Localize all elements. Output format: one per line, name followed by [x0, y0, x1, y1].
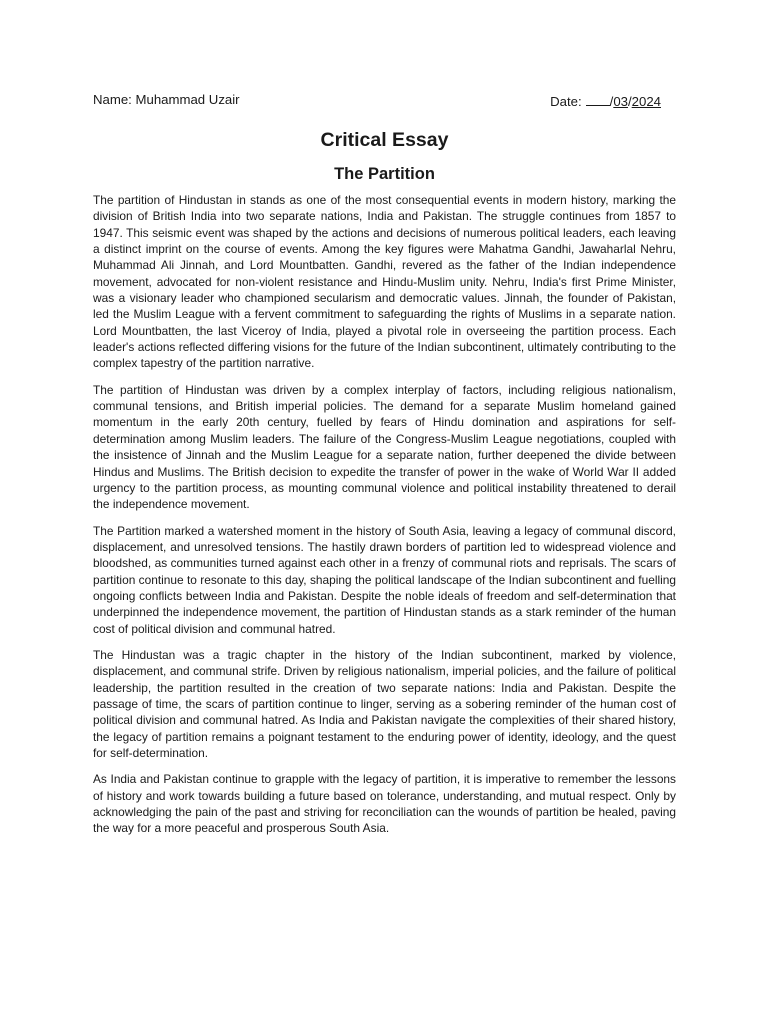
date-separator: / — [627, 94, 632, 109]
essay-paragraph: The partition of Hindustan was driven by a complex interplay of factors, including religious nationalism, communal tensions, and British imperial policies. The demand for a separate Muslim homeland gained momentum in the early 20th century, fuelled by fears of Hindu domination and aspirations for self-determination among Muslim leaders. The failure of the Congress-Muslim League negotiations, coupled with the insistence of Jinnah and the Muslim League for a separate nation, further deepened the divide between Hindus and Muslims. The British decision to expedite the transfer of power in the wake of World War II added urgency to the partition process, as mounting communal violence and political instability threatened to derail the independence movement. — [93, 382, 676, 512]
document-page — [93, 90, 676, 847]
date-separator: / — [609, 94, 614, 109]
date-label: Date: — [550, 94, 582, 109]
date-month: 03 — [613, 94, 628, 109]
essay-paragraph: The Partition marked a watershed moment in the history of South Asia, leaving a legacy of communal discord, displacement, and unresolved tensions. The hastily drawn borders of partition led to widespread violence and bloodshed, as communities turned against each other in a frenzy of communal riots and reprisals. The scars of partition continue to resonate to this day, shaping the political landscape of the Indian subcontinent and fuelling ongoing conflicts between India and Pakistan. Despite the noble ideals of freedom and self-determination that underpinned the independence movement, the partition of Hindustan stands as a stark reminder of the human cost of political division and communal hatred. — [93, 523, 676, 636]
date-field — [550, 90, 661, 112]
essay-paragraph: The Hindustan was a tragic chapter in the history of the Indian subcontinent, marked by violence, displacement, and communal strife. Driven by religious nationalism, imperial policies, and the failure of political leadership, the partition resulted in the creation of two separate nations: India and Pakistan. Despite the passage of time, the scars of partition continue to linger, serving as a sobering reminder of the human cost of political division and communal hatred. As India and Pakistan navigate the complexities of their shared history, the legacy of partition remains a poignant testament to the enduring power of identity, ideology, and the quest for self-determination. — [93, 647, 676, 760]
document-header — [93, 90, 676, 110]
date-year: 2024 — [631, 94, 661, 109]
student-name: Name: Muhammad Uzair — [93, 92, 240, 107]
essay-body — [93, 192, 676, 837]
essay-subtitle: The Partition — [334, 165, 435, 183]
essay-title: Critical Essay — [320, 129, 449, 151]
essay-paragraph: As India and Pakistan continue to grapple with the legacy of partition, it is imperative to remember the lessons of history and work towards building a future based on tolerance, understanding, and mutual respect. Only by acknowledging the pain of the past and striving for reconciliation can the wounds of partition be healed, paving the way for a more peaceful and prosperous South Asia. — [93, 772, 676, 836]
date-day-blank — [586, 90, 610, 106]
essay-paragraph: The partition of Hindustan in stands as one of the most consequential events in modern history, marking the division of British India into two separate nations, India and Pakistan. The struggle continues from 1857 to 1947. This seismic event was shaped by the actions and decisions of numerous political leaders, each leaving a distinct imprint on the course of events. Among the key figures were Mahatma Gandhi, Jawaharlal Nehru, Muhammad Ali Jinnah, and Lord Mountbatten. Gandhi, revered as the father of the Indian independence movement, advocated for non-violent resistance and Hindu-Muslim unity. Nehru, India's first Prime Minister, was a visionary leader who championed secularism and democratic values. Jinnah, the founder of Pakistan, led the Muslim League with a fervent commitment to safeguarding the rights of Muslims in a separate nation. Lord Mountbatten, the last Viceroy of India, played a pivotal role in overseeing the partition process. Each leader's actions reflected differing visions for the future of the Indian subcontinent, ultimately contributing to the complex tapestry of the partition narrative. — [93, 193, 676, 371]
